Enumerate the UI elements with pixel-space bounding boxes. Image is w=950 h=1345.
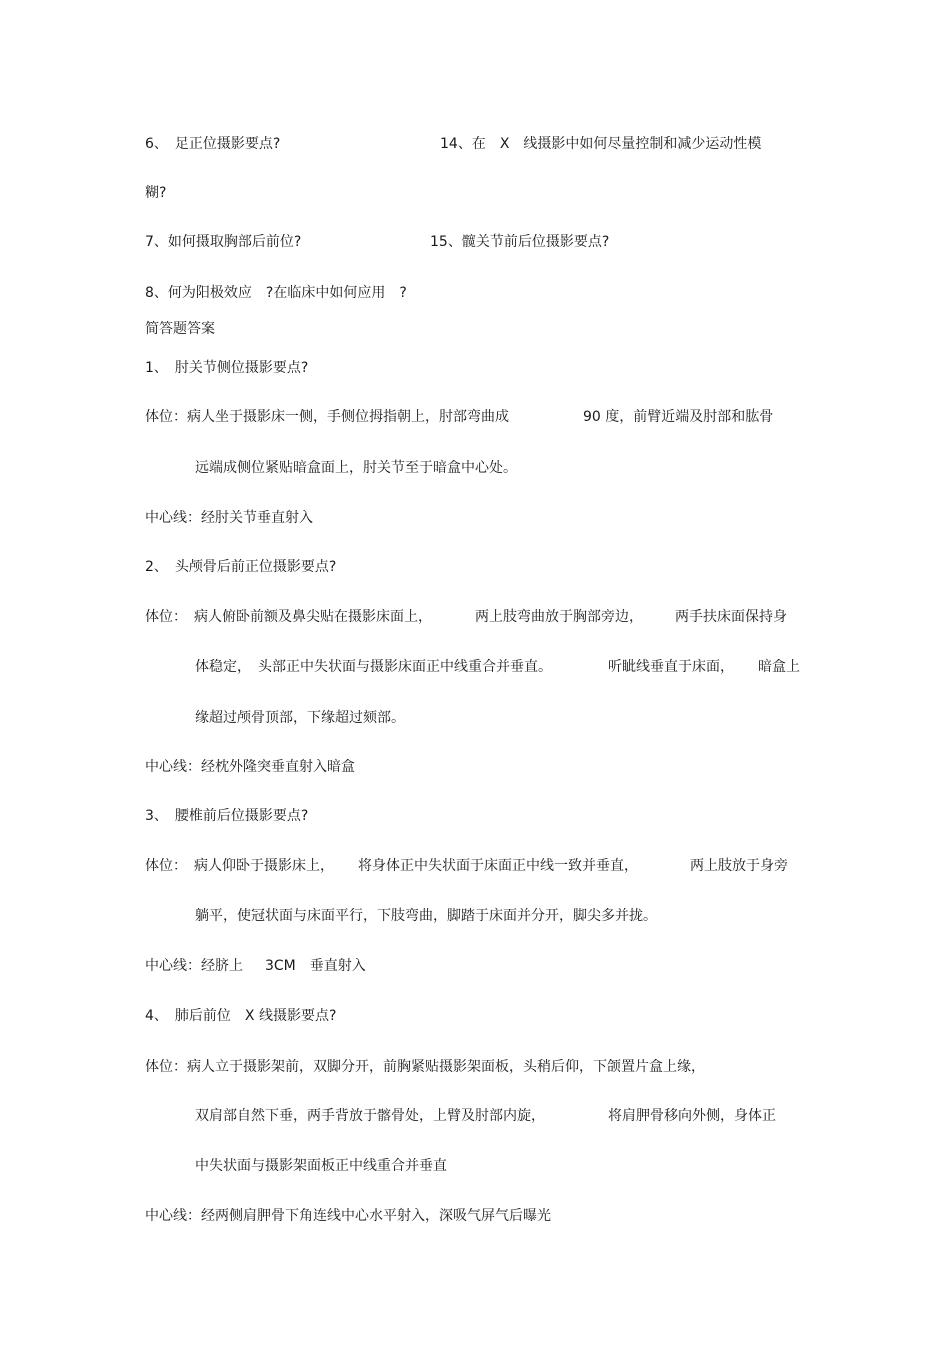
question-6: 6、 足正位摄影要点? (145, 136, 281, 152)
question-14-line1: 14、在 X 线摄影中如何尽量控制和减少运动性模 (440, 136, 762, 152)
answer-1-center-line: 中心线：经肘关节垂直射入 (145, 510, 313, 526)
answer-4-body-line2a: 双肩部自然下垂，两手背放于髂骨处，上臂及肘部内旋， (195, 1108, 545, 1124)
answer-4-center-line: 中心线：经两侧肩胛骨下角连线中心水平射入，深吸气屏气后曝光 (145, 1208, 551, 1224)
answer-4-body-line3: 中失状面与摄影架面板正中线重合并垂直 (195, 1158, 447, 1174)
answer-2-title: 2、 头颅骨后前正位摄影要点? (145, 559, 337, 575)
answer-1-body-line2: 远端成侧位紧贴暗盒面上，肘关节至于暗盒中心处。 (195, 460, 517, 476)
answer-2-body-line1a: 体位： 病人俯卧前额及鼻尖贴在摄影床面上， (145, 609, 432, 625)
answer-2-body-line2c: 暗盒上 (758, 659, 800, 675)
question-15: 15、髋关节前后位摄影要点? (430, 234, 610, 250)
answer-3-body-line1b: 将身体正中失状面于床面正中线一致并垂直， (358, 858, 638, 874)
answer-3-body-line2: 躺平，使冠状面与床面平行，下肢弯曲，脚踏于床面并分开，脚尖多并拢。 (195, 908, 657, 924)
answer-4-body-line1: 体位：病人立于摄影架前，双脚分开，前胸紧贴摄影架面板，头稍后仰，下颌置片盒上缘， (145, 1059, 705, 1075)
answer-3-center-line-b: 3CM 垂直射入 (265, 958, 366, 974)
answer-2-body-line2a: 体稳定， 头部正中失状面与摄影床面正中线重合并垂直。 (195, 659, 552, 675)
answer-1-body-line1b: 90 度，前臂近端及肘部和肱骨 (583, 409, 774, 425)
answer-3-body-line1c: 两上肢放于身旁 (690, 858, 788, 874)
answer-2-body-line1c: 两手扶床面保持身 (675, 609, 787, 625)
answer-3-center-line-a: 中心线：经脐上 (145, 958, 243, 974)
answer-2-center-line: 中心线：经枕外隆突垂直射入暗盒 (145, 759, 355, 775)
answer-4-title: 4、 肺后前位 X 线摄影要点? (145, 1008, 337, 1024)
answer-3-title: 3、 腰椎前后位摄影要点? (145, 808, 309, 824)
question-14-line2: 糊? (145, 185, 167, 201)
question-8: 8、何为阳极效应 ?在临床中如何应用 ? (145, 285, 407, 301)
answer-2-body-line3: 缘超过颅骨顶部，下缘超过颏部。 (195, 710, 405, 726)
answer-4-body-line2b: 将肩胛骨移向外侧，身体正 (608, 1108, 776, 1124)
question-7: 7、如何摄取胸部后前位? (145, 234, 302, 250)
answer-2-body-line2b: 听眦线垂直于床面， (608, 659, 734, 675)
answer-2-body-line1b: 两上肢弯曲放于胸部旁边， (475, 609, 643, 625)
answers-heading: 简答题答案 (145, 321, 215, 337)
answer-1-title: 1、 肘关节侧位摄影要点? (145, 360, 309, 376)
answer-1-body-line1a: 体位：病人坐于摄影床一侧，手侧位拇指朝上，肘部弯曲成 (145, 409, 509, 425)
answer-3-body-line1a: 体位： 病人仰卧于摄影床上， (145, 858, 334, 874)
